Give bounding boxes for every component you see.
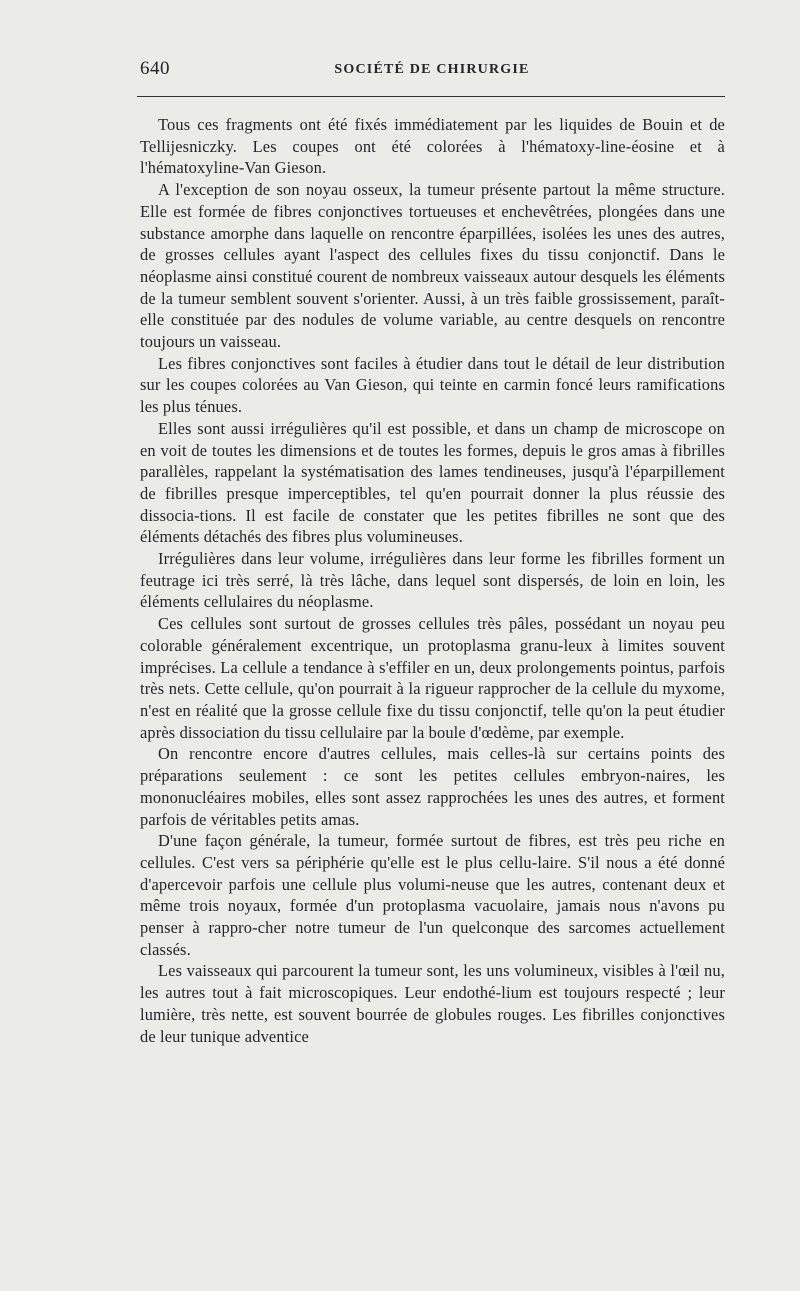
header-rule bbox=[137, 96, 725, 97]
paragraph-fibres: Les fibres conjonctives sont faciles à étudier dans tout le détail de leur distribution sur les coupes colorées au Van Gieson, qui teinte en carmin foncé leurs ramifications les plus ténues. bbox=[140, 353, 725, 417]
paragraph-irregularity: Elles sont aussi irrégulières qu'il est possible, et dans un champ de microscope on en voit de toutes les dimensions et de toutes les formes, depuis le gros amas à fibrilles parallèles, rappelant la systématisation des lames tendineuses, jusqu'à l'éparpillement de fibrilles presque imperceptibles, tel qu'en pourrait donner la plus réussie des dissocia-tions. Il est facile de constater que les petites fibrilles ne sont que des éléments détachés des fibres plus volumineuses. bbox=[140, 418, 725, 547]
page-header bbox=[140, 58, 724, 84]
paragraph-cellules: Ces cellules sont surtout de grosses cellules très pâles, possédant un noyau peu colorable généralement excentrique, un protoplasma granu-leux à limites souvent imprécises. La cellule a tendance à s'effiler en un, deux prolongements pointus, parfois très nets. Cette cellule, qu'on pourrait à la rigueur rapprocher de la cellule du myxome, n'est en réalité que la grosse cellule fixe du tissu conjonctif, telle qu'on la peut étudier après dissociation du tissu cellulaire par la boule d'œdème, par exemple. bbox=[140, 614, 725, 742]
body-text bbox=[140, 114, 725, 1047]
paragraph-feutrage: Irrégulières dans leur volume, irrégulières dans leur forme les fibrilles forment un feutrage ici très serré, là très lâche, dans lequel sont dispersés, de loin en loin, les éléments cellulaires du néoplasme. bbox=[140, 549, 725, 612]
paragraph-autres-cellules: On rencontre encore d'autres cellules, mais celles-là sur certains points des préparations seulement : ce sont les petites cellules embryon-naires, les mononucléaires mobiles, elles sont assez rapprochées les unes des autres, et forment parfois de véritables petits amas. bbox=[140, 744, 725, 829]
paragraph-fixation: Tous ces fragments ont été fixés immédiatement par les liquides de Bouin et de Tellijesniczky. Les coupes ont été colorées à l'hématoxy-line-éosine et à l'hématoxyline-Van Gieson. bbox=[140, 115, 725, 178]
page-number: 640 bbox=[140, 58, 170, 79]
paragraph-structure: A l'exception de son noyau osseux, la tumeur présente partout la même structure. Elle est formée de fibres conjonctives tortueuses et enchevêtrées, plongées dans une substance amorphe dans laquelle on rencontre éparpillées, isolées les unes des autres, de grosses cellules ayant l'aspect des cellules fixes du tissu conjonctif. Dans le néoplasme ainsi constitué courent de nombreux vaisseaux autour desquels les éléments de la tumeur semblent souvent s'orienter. Aussi, à un très faible grossissement, paraît-elle constituée par des nodules de volume variable, au centre desquels on rencontre toujours un vaisseau. bbox=[140, 180, 725, 352]
paragraph-vaisseaux: Les vaisseaux qui parcourent la tumeur sont, les uns volumineux, visibles à l'œil nu, les autres tout à fait microscopiques. Leur endothé-lium est toujours respecté ; leur lumière, très nette, est souvent bourrée de globules rouges. Les fibrilles conjonctives de leur tunique adventice bbox=[140, 961, 725, 1046]
running-title: SOCIÉTÉ DE CHIRURGIE bbox=[334, 62, 530, 77]
paragraph-generale: D'une façon générale, la tumeur, formée surtout de fibres, est très peu riche en cellules. C'est vers sa périphérie qu'elle est le plus cellu-laire. S'il nous a été donné d'apercevoir parfois une cellule plus volumi-neuse que les autres, contenant deux et même trois noyaux, formée d'un protoplasma vacuolaire, jamais nous n'avons pu penser à rappro-cher notre tumeur de l'un quelconque des sarcomes actuellement classés. bbox=[140, 831, 725, 959]
